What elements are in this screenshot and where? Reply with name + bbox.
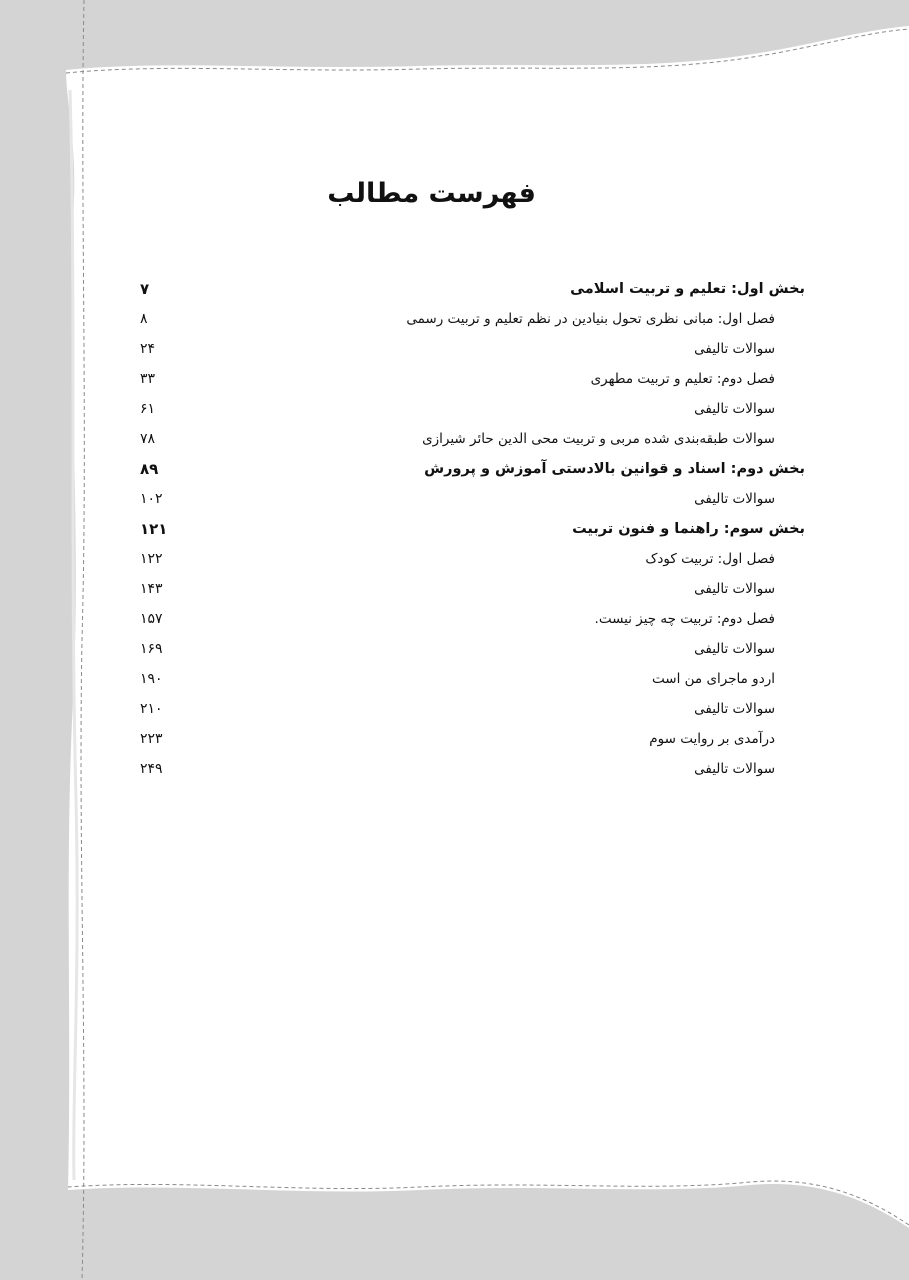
toc-page-number: ۲۴۹: [140, 761, 163, 777]
toc-page-number: ۲۴: [140, 341, 156, 357]
toc-page-number: ۲۱۰: [140, 701, 163, 717]
toc-entry-title: فصل دوم: تربیت چه چیز نیست.: [594, 611, 775, 627]
toc-chapter-row: [140, 664, 805, 694]
toc-chapter-row: [140, 424, 805, 454]
toc-part-row: [140, 514, 805, 544]
toc-entry-title: سوالات تالیفی: [694, 341, 775, 357]
toc-chapter-row: [140, 334, 805, 364]
toc-page-number: ۱۹۰: [140, 671, 163, 687]
toc-chapter-row: [140, 694, 805, 724]
toc-chapter-row: [140, 724, 805, 754]
toc-page-number: ۳۳: [140, 371, 156, 387]
toc-entry-title: سوالات تالیفی: [694, 491, 775, 507]
toc-page-number: ۶۱: [140, 401, 156, 417]
toc-page-number: ۱۴۳: [140, 581, 163, 597]
toc-page-number: ۷۸: [140, 431, 156, 447]
toc-page-number: ۱۵۷: [140, 611, 163, 627]
toc-chapter-row: [140, 544, 805, 574]
toc-entry-title: بخش دوم: اسناد و قوانین بالادستی آموزش و پرورش: [424, 461, 805, 477]
toc-entry-title: فصل اول: مبانی نظری تحول بنیادین در نظم تعلیم و تربیت رسمی: [406, 311, 775, 327]
toc-chapter-row: [140, 634, 805, 664]
toc-page-number: ۱۰۲: [140, 491, 163, 507]
toc-page-number: ۸۹: [140, 460, 159, 478]
toc-entry-title: سوالات تالیفی: [694, 581, 775, 597]
toc-entry-title: سوالات طبقه‌بندی شده مربی و تربیت محی الدین حائر شیرازی: [422, 431, 775, 447]
toc-entry-title: سوالات تالیفی: [694, 641, 775, 657]
toc-entry-title: بخش اول: تعلیم و تربیت اسلامی: [570, 281, 805, 297]
toc-entry-title: فصل دوم: تعلیم و تربیت مطهری: [590, 371, 775, 387]
toc-chapter-row: [140, 484, 805, 514]
toc-page-number: ۷: [140, 280, 150, 298]
toc-entry-title: سوالات تالیفی: [694, 701, 775, 717]
toc-page-number: ۱۲۲: [140, 551, 163, 567]
toc-chapter-row: [140, 754, 805, 784]
page-title: فهرست مطالب: [327, 178, 536, 209]
toc-page-number: ۲۲۳: [140, 731, 163, 747]
toc-entry-title: درآمدی بر روایت سوم: [649, 731, 775, 747]
toc-chapter-row: [140, 574, 805, 604]
toc-chapter-row: [140, 394, 805, 424]
toc-entry-title: سوالات تالیفی: [694, 761, 775, 777]
toc-entry-title: فصل اول: تربیت کودک: [645, 551, 775, 567]
toc-part-row: [140, 274, 805, 304]
toc-chapter-row: [140, 304, 805, 334]
toc-page-number: ۸: [140, 311, 148, 327]
toc-chapter-row: [140, 604, 805, 634]
toc-page-number: ۱۲۱: [140, 520, 168, 538]
toc-part-row: [140, 454, 805, 484]
toc-page-number: ۱۶۹: [140, 641, 163, 657]
toc-entry-title: بخش سوم: راهنما و فنون تربیت: [572, 521, 805, 537]
toc-entry-title: اردو ماجرای من است: [652, 671, 775, 687]
table-of-contents: [140, 274, 805, 784]
toc-chapter-row: [140, 364, 805, 394]
toc-entry-title: سوالات تالیفی: [694, 401, 775, 417]
